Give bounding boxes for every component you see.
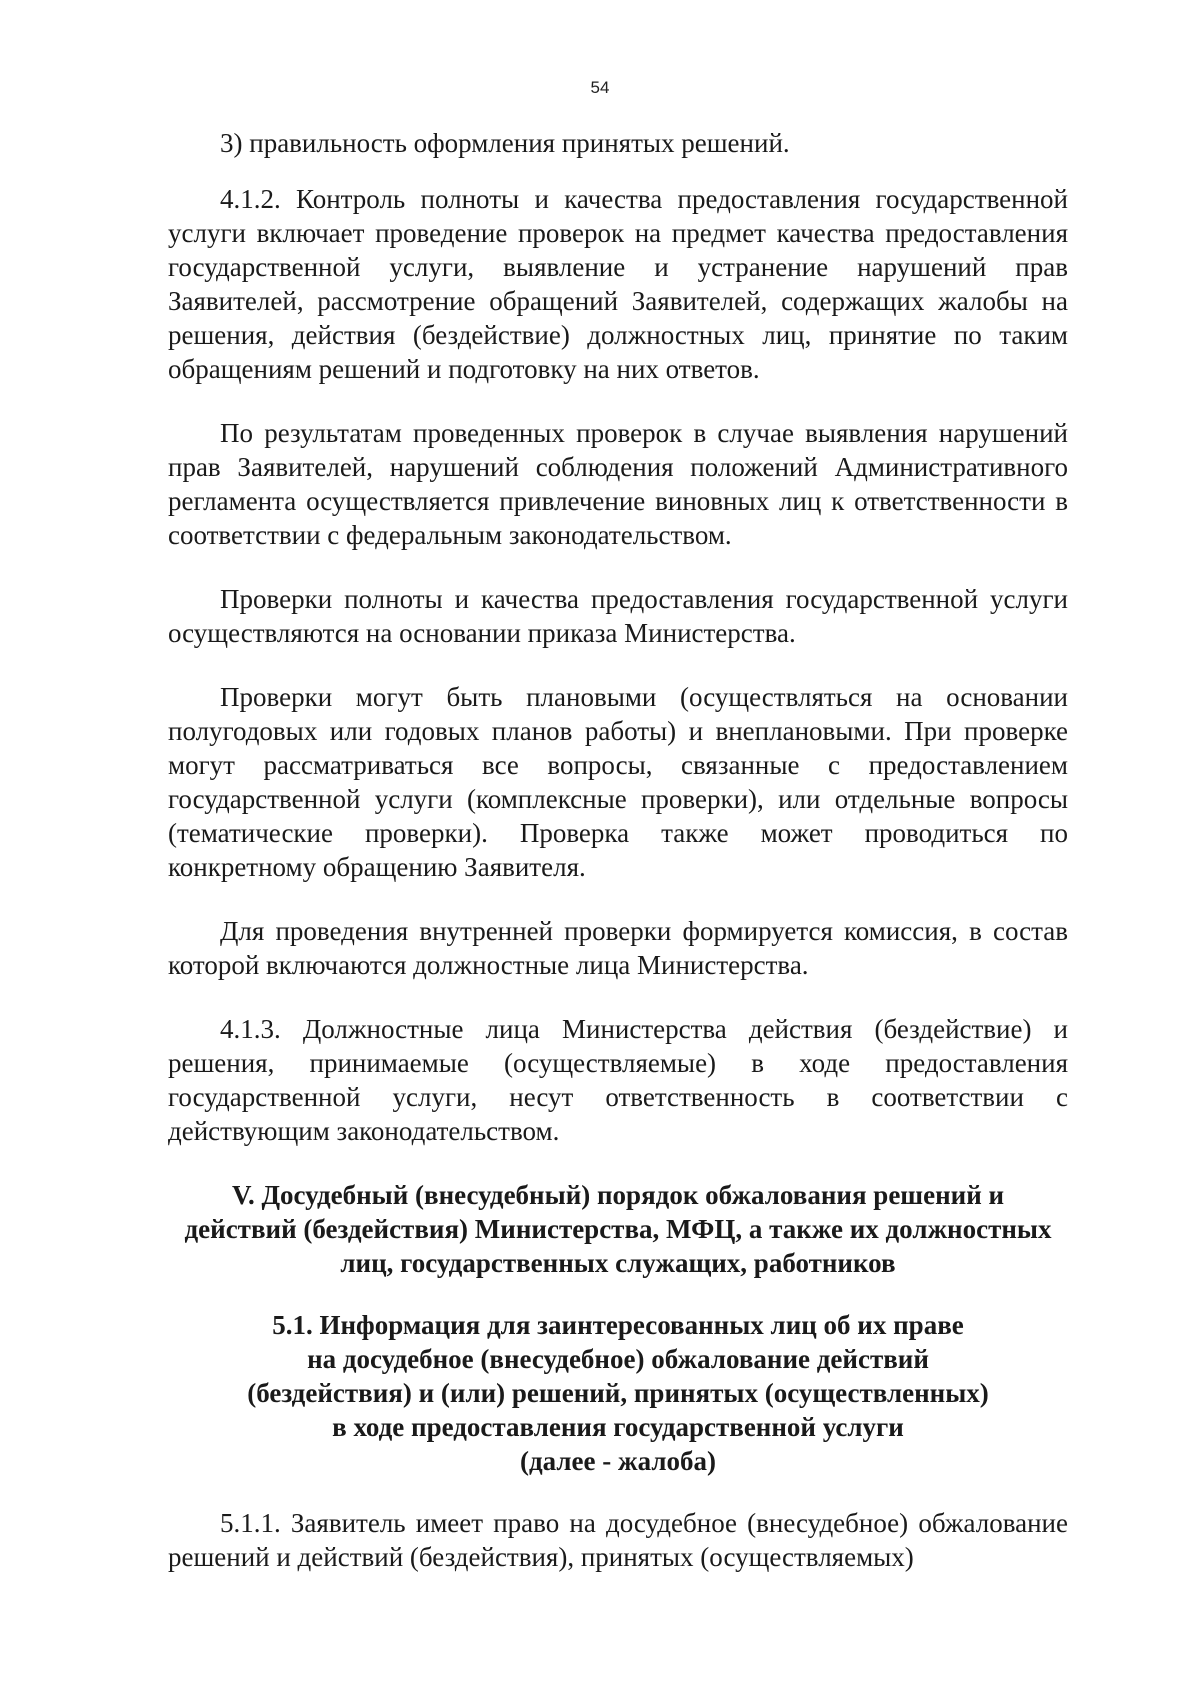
document-body xyxy=(168,126,1068,1604)
paragraph-4-1-2: 4.1.2. Контроль полноты и качества предоставления государственной услуги включает проведение проверок на предмет качества предоставления государственной услуги, выявление и устранение нарушений прав Заявителей, рассмотрение обращений Заявителей, содержащих жалобы на решения, действия (бездействие) должностных лиц, принятие по таким обращениям решений и подготовку на них ответов. xyxy=(168,184,1068,384)
paragraph-inspection-types: Проверки могут быть плановыми (осуществляться на основании полугодовых или годовых планов работы) и внеплановыми. При проверке могут рассматриваться все вопросы, связанные с предоставлением государственной услуги (комплексные проверки), или отдельные вопросы (тематические проверки). Проверка также может проводиться по конкретному обращению Заявителя. xyxy=(168,682,1068,882)
section-heading-line: V. Досудебный (внесудебный) порядок обжалования решений и xyxy=(231,1180,1005,1210)
section-heading-line: лиц, государственных служащих, работников xyxy=(340,1248,896,1278)
section-heading-v xyxy=(168,1178,1068,1280)
paragraph-4-1-3: 4.1.3. Должностные лица Министерства действия (бездействие) и решения, принимаемые (осуществляемые) в ходе предоставления государственной услуги, несут ответственность в соответствии с действующим законодательством. xyxy=(168,1014,1068,1146)
paragraph-inspection-basis: Проверки полноты и качества предоставления государственной услуги осуществляются на основании приказа Министерства. xyxy=(168,584,1068,648)
subsection-heading-5-1 xyxy=(168,1308,1068,1478)
subsection-heading-line: (бездействия) и (или) решений, принятых (осуществленных) xyxy=(247,1378,989,1408)
paragraph-5-1-1: 5.1.1. Заявитель имеет право на досудебное (внесудебное) обжалование решений и действий (бездействия), принятых (осуществляемых) xyxy=(168,1508,1068,1572)
paragraph-inspection-results: По результатам проведенных проверок в случае выявления нарушений прав Заявителей, нарушений соблюдения положений Административного регламента осуществляется привлечение виновных лиц к ответственности в соответствии с федеральным законодательством. xyxy=(168,418,1068,550)
subsection-heading-line: в ходе предоставления государственной услуги xyxy=(332,1412,904,1442)
section-heading-line: действий (бездействия) Министерства, МФЦ, а также их должностных xyxy=(184,1214,1052,1244)
subsection-heading-line: 5.1. Информация для заинтересованных лиц об их праве xyxy=(272,1310,964,1340)
subsection-heading-line: на досудебное (внесудебное) обжалование действий xyxy=(307,1344,929,1374)
subsection-heading-line: (далее - жалоба) xyxy=(520,1446,716,1476)
paragraph-item-3: 3) правильность оформления принятых решений. xyxy=(220,128,790,158)
page-number: 54 xyxy=(590,78,610,97)
paragraph-commission: Для проведения внутренней проверки формируется комиссия, в состав которой включаются должностные лица Министерства. xyxy=(168,916,1068,980)
